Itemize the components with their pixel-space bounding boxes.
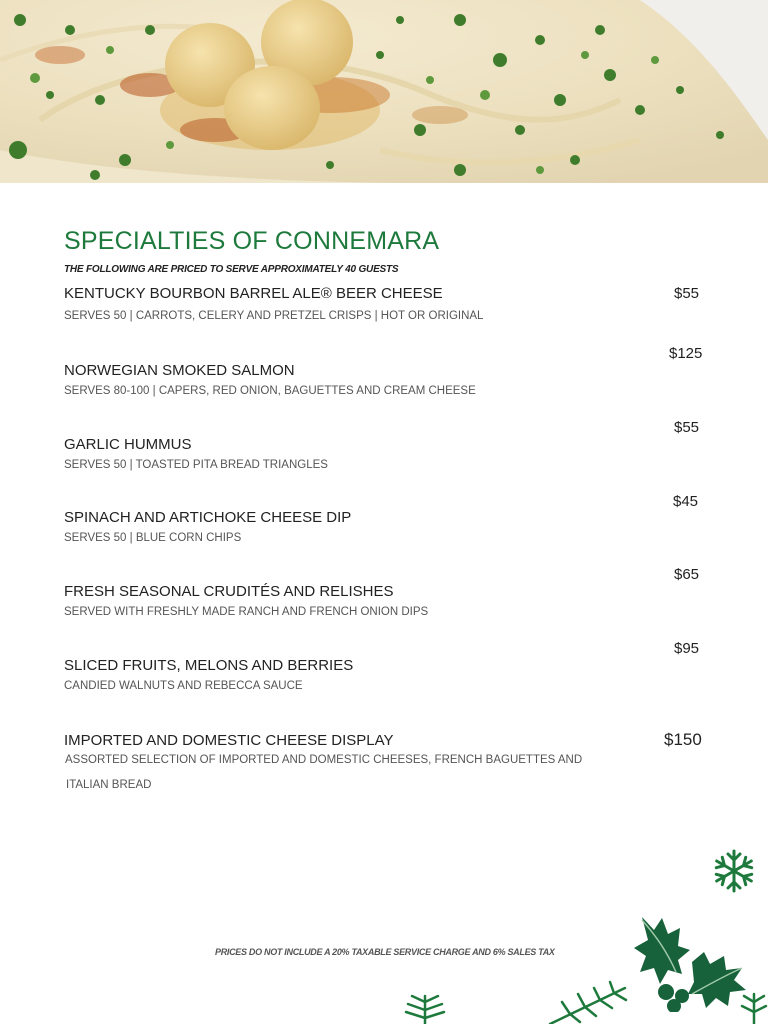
menu-item-price: $125 — [669, 345, 703, 362]
menu-item-name: IMPORTED AND DOMESTIC CHEESE DISPLAY — [64, 732, 394, 749]
hummus-photo-icon — [0, 0, 768, 183]
menu-item-description: SERVED WITH FRESHLY MADE RANCH AND FRENCH ONION DIPS — [64, 606, 429, 618]
snowflake-icon — [710, 847, 758, 895]
menu-item-name: KENTUCKY BOURBON BARREL ALE® BEER CHEESE — [64, 285, 443, 302]
menu-item-description: SERVES 50 | CARROTS, CELERY AND PRETZEL CRISPS | HOT OR ORIGINAL — [64, 310, 484, 322]
menu-item-price: $95 — [674, 640, 700, 657]
page-title: SPECIALTIES OF CONNEMARA — [64, 227, 440, 255]
menu-item-price: $45 — [673, 493, 699, 510]
menu-item-description: SERVES 50 | BLUE CORN CHIPS — [64, 532, 242, 544]
menu-item-price: $150 — [664, 730, 702, 749]
menu-item-price: $55 — [674, 419, 700, 436]
menu-item-description: SERVES 50 | TOASTED PITA BREAD TRIANGLES — [64, 459, 328, 471]
menu-item-name: FRESH SEASONAL CRUDITÉS AND RELISHES — [64, 583, 394, 600]
pine-branch-icon — [400, 990, 450, 1024]
menu-item-description: CANDIED WALNUTS AND REBECCA SAUCE — [64, 680, 303, 692]
footer-note: PRICES DO NOT INCLUDE A 20% TAXABLE SERVICE CHARGE AND 6% SALES TAX — [215, 947, 555, 957]
menu-item-name: NORWEGIAN SMOKED SALMON — [64, 362, 295, 379]
menu-item-description-continued: ITALIAN BREAD — [66, 779, 152, 791]
menu-item-name: SPINACH AND ARTICHOKE CHEESE DIP — [64, 509, 352, 526]
holly-icon — [632, 912, 752, 1012]
pine-branch-icon — [740, 990, 768, 1024]
menu-item-name: GARLIC HUMMUS — [64, 436, 192, 453]
menu-item-description: ASSORTED SELECTION OF IMPORTED AND DOMESTIC CHEESES, FRENCH BAGUETTES AND — [65, 754, 583, 766]
pine-branch-icon — [540, 980, 640, 1024]
header-food-photo — [0, 0, 768, 183]
menu-item-price: $65 — [674, 566, 700, 583]
menu-item-name: SLICED FRUITS, MELONS AND BERRIES — [64, 657, 354, 674]
page-subtitle: THE FOLLOWING ARE PRICED TO SERVE APPROXIMATELY 40 GUESTS — [64, 264, 399, 275]
menu-item-price: $55 — [674, 285, 700, 302]
menu-item-description: SERVES 80-100 | CAPERS, RED ONION, BAGUETTES AND CREAM CHEESE — [64, 385, 476, 397]
